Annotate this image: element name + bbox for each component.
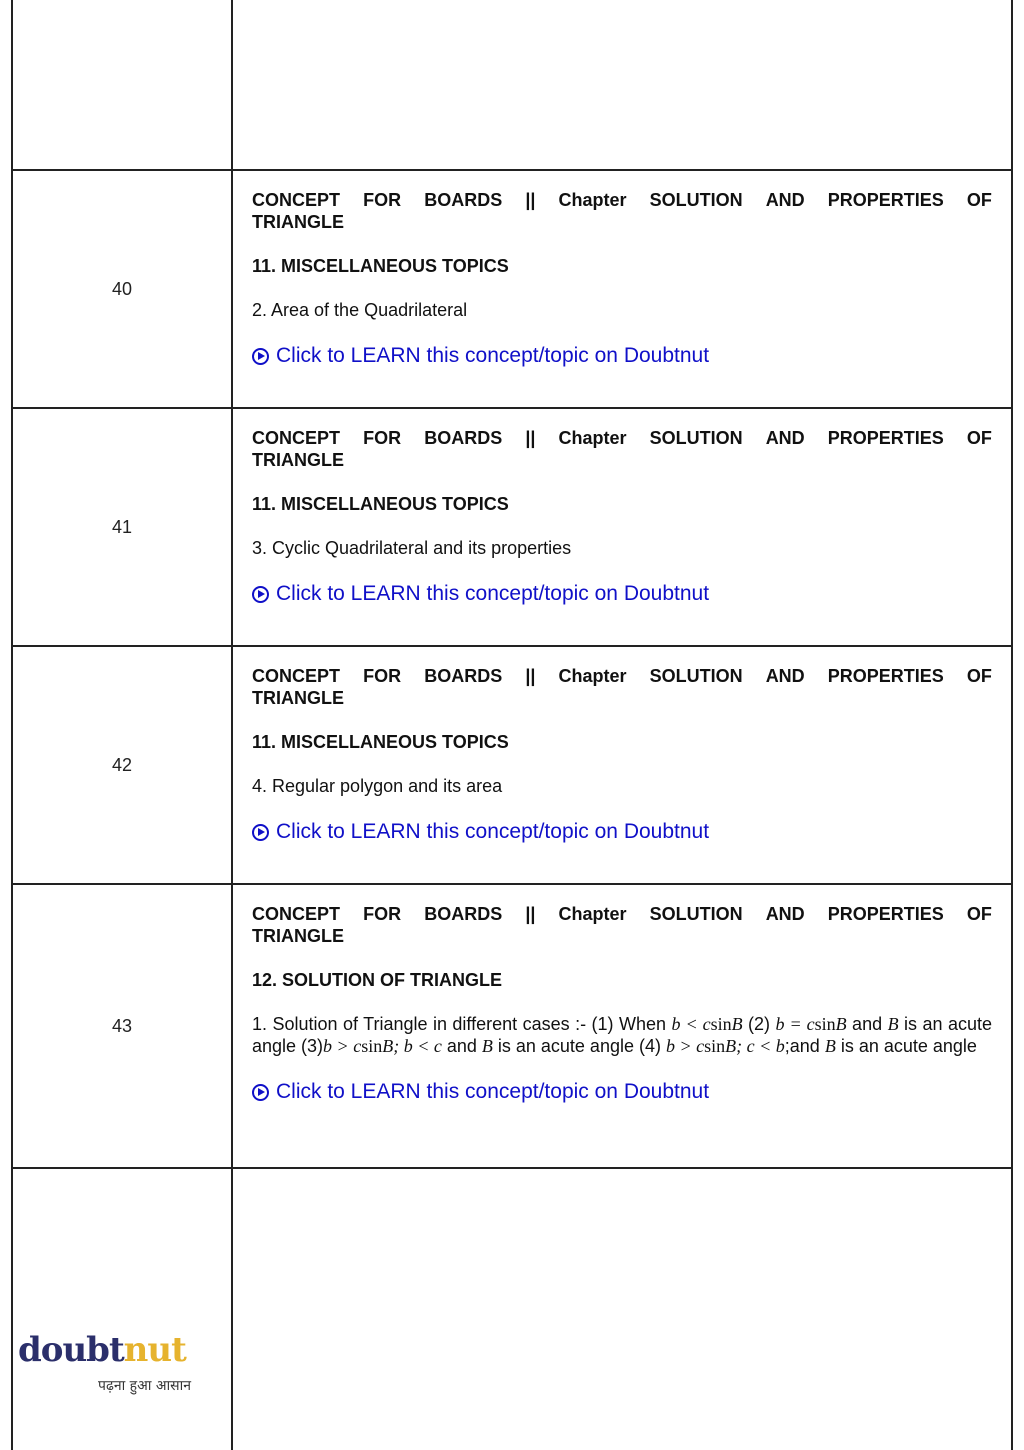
table-row-blank: [13, 0, 1011, 171]
chapter-word: SOLUTION: [649, 428, 743, 448]
learn-link[interactable]: [252, 819, 992, 845]
chapter-word: BOARDS: [424, 904, 503, 924]
math-expression: b > c: [323, 1036, 362, 1056]
chapter-word: PROPERTIES: [827, 666, 944, 686]
content-cell: [233, 647, 1011, 883]
concept-table: [11, 0, 1013, 1450]
topic-title: 2. Area of the Quadrilateral: [252, 300, 468, 320]
chapter-word: CONCEPT: [252, 428, 341, 448]
topic-title: [252, 1013, 992, 1057]
table-row: [13, 885, 1011, 1169]
row-number: 43: [13, 885, 233, 1167]
section-title: 11. MISCELLANEOUS TOPICS: [252, 494, 509, 514]
chapter-word: AND: [765, 666, 805, 686]
math-expression: B: [824, 1036, 836, 1056]
chapter-word: Chapter: [558, 666, 627, 686]
math-expression: B; b < c: [382, 1036, 442, 1056]
chapter-word: CONCEPT: [252, 666, 341, 686]
math-expression: B: [481, 1036, 493, 1056]
math-function: sin: [361, 1036, 383, 1056]
chapter-word: Chapter: [558, 190, 627, 210]
chapter-word: PROPERTIES: [827, 904, 944, 924]
chapter-heading-tail: TRIANGLE: [252, 212, 344, 232]
row-number: 41: [13, 409, 233, 645]
learn-link-label: Click to LEARN this concept/topic on Doubtnut: [276, 582, 710, 605]
chapter-word: ||: [525, 904, 536, 924]
learn-link[interactable]: [252, 581, 992, 607]
chapter-heading: [252, 903, 992, 925]
play-circle-icon: [252, 348, 269, 365]
chapter-word: ||: [525, 190, 536, 210]
topic-text: 1. Solution of Triangle in different cases :- (1) When: [252, 1014, 672, 1034]
topic-title: 3. Cyclic Quadrilateral and its properties: [252, 538, 572, 558]
content-cell: [233, 885, 1011, 1167]
chapter-word: FOR: [363, 190, 402, 210]
chapter-word: PROPERTIES: [827, 190, 944, 210]
chapter-word: Chapter: [558, 428, 627, 448]
chapter-word: FOR: [363, 428, 402, 448]
table-row: [13, 171, 1011, 409]
logo-word-dark: doubt: [18, 1330, 124, 1370]
learn-link-label: Click to LEARN this concept/topic on Doubtnut: [276, 820, 710, 843]
table-row: [13, 409, 1011, 647]
chapter-heading-tail: TRIANGLE: [252, 688, 344, 708]
chapter-word: FOR: [363, 904, 402, 924]
chapter-word: CONCEPT: [252, 904, 341, 924]
doubtnut-logo: [18, 1330, 218, 1400]
learn-link[interactable]: [252, 343, 992, 369]
math-expression: b > c: [665, 1036, 705, 1056]
topic-text: (2): [742, 1014, 776, 1034]
chapter-word: ||: [525, 428, 536, 448]
row-number: 40: [13, 171, 233, 407]
content-cell: [233, 409, 1011, 645]
chapter-word: CONCEPT: [252, 190, 341, 210]
chapter-heading-tail: TRIANGLE: [252, 450, 344, 470]
chapter-word: FOR: [363, 666, 402, 686]
section-title: 11. MISCELLANEOUS TOPICS: [252, 256, 509, 276]
topic-text: is an acute angle (3): [252, 1014, 993, 1056]
chapter-heading-tail: TRIANGLE: [252, 926, 344, 946]
chapter-word: AND: [765, 190, 805, 210]
chapter-word: SOLUTION: [649, 904, 743, 924]
math-function: sin: [704, 1036, 726, 1056]
content-cell: [233, 1169, 1011, 1450]
chapter-word: OF: [966, 428, 992, 448]
chapter-heading: [252, 427, 992, 449]
learn-link-label: Click to LEARN this concept/topic on Doubtnut: [276, 1080, 710, 1103]
chapter-heading: [252, 189, 992, 211]
topic-text: is an acute angle (4): [492, 1036, 666, 1056]
chapter-word: ||: [525, 666, 536, 686]
play-circle-icon: [252, 824, 269, 841]
section-title: 12. SOLUTION OF TRIANGLE: [252, 970, 503, 990]
math-expression: B: [887, 1014, 899, 1034]
chapter-word: OF: [966, 904, 992, 924]
chapter-word: PROPERTIES: [827, 428, 944, 448]
chapter-word: Chapter: [558, 904, 627, 924]
chapter-heading: [252, 665, 992, 687]
chapter-word: BOARDS: [424, 190, 503, 210]
topic-text: ;and: [784, 1036, 825, 1056]
logo-tagline: पढ़ना हुआ आसान: [98, 1378, 192, 1394]
math-expression: B: [835, 1014, 847, 1034]
chapter-word: BOARDS: [424, 428, 503, 448]
learn-link-label: Click to LEARN this concept/topic on Doubtnut: [276, 344, 710, 367]
math-expression: B; c < b: [725, 1036, 785, 1056]
row-number: 42: [13, 647, 233, 883]
topic-text: is an acute angle: [835, 1036, 977, 1056]
play-circle-icon: [252, 586, 269, 603]
topic-text: and: [846, 1014, 888, 1034]
section-title: 11. MISCELLANEOUS TOPICS: [252, 732, 509, 752]
logo-word-accent: nut: [123, 1330, 186, 1370]
learn-link[interactable]: [252, 1079, 992, 1105]
number-cell: [13, 0, 233, 169]
number-cell: [13, 1169, 233, 1450]
topic-title: 4. Regular polygon and its area: [252, 776, 503, 796]
table-row-blank: [13, 1169, 1011, 1450]
play-circle-icon: [252, 1084, 269, 1101]
math-expression: B: [731, 1014, 743, 1034]
chapter-word: SOLUTION: [649, 666, 743, 686]
content-cell: [233, 0, 1011, 169]
math-expression: b = c: [775, 1014, 815, 1034]
chapter-word: OF: [966, 666, 992, 686]
math-expression: b < c: [671, 1014, 711, 1034]
content-cell: [233, 171, 1011, 407]
table-row: [13, 647, 1011, 885]
math-function: sin: [710, 1014, 732, 1034]
chapter-word: SOLUTION: [649, 190, 743, 210]
chapter-word: BOARDS: [424, 666, 503, 686]
chapter-word: OF: [966, 190, 992, 210]
logo-wordmark: [18, 1330, 186, 1370]
topic-text: and: [441, 1036, 482, 1056]
chapter-word: AND: [765, 428, 805, 448]
math-function: sin: [814, 1014, 836, 1034]
chapter-word: AND: [765, 904, 805, 924]
